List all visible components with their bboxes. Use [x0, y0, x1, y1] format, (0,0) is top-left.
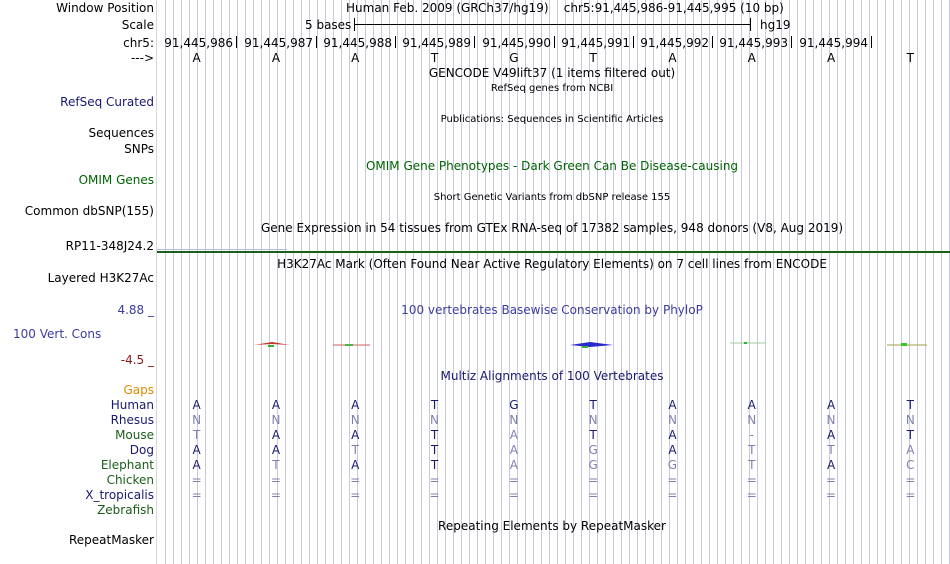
alignment-base: T: [430, 443, 439, 457]
alignment-base: T: [589, 398, 597, 412]
omim-track-title[interactable]: OMIM Gene Phenotypes - Dark Green Can Be Disease-causing: [365, 159, 739, 173]
phylop-mark-8: [730, 342, 765, 344]
alignment-base: C: [906, 458, 915, 472]
alignment-base: N: [430, 413, 440, 427]
alignment-base: A: [271, 398, 281, 412]
window-range[interactable]: chr5:91,445,986-91,445,995 (10 bp): [563, 1, 784, 15]
reference-base: A: [826, 51, 836, 65]
reference-base: T: [430, 51, 439, 65]
species-label[interactable]: Mouse: [115, 428, 154, 442]
alignment-base: N: [509, 413, 519, 427]
layered-h3k27ac-label[interactable]: Layered H3K27Ac: [47, 271, 154, 285]
alignment-base: T: [906, 428, 915, 442]
alignment-base: T: [430, 458, 439, 472]
alignment-base: =: [429, 488, 440, 502]
common-dbsnp-label[interactable]: Common dbSNP(155): [24, 204, 154, 218]
scale-text: 5 bases: [305, 18, 352, 32]
species-label[interactable]: X_tropicalis: [85, 488, 154, 502]
refseq-track-title[interactable]: RefSeq genes from NCBI: [490, 83, 614, 94]
alignment-base: A: [826, 428, 836, 442]
ruler-position: 91,445,988: [323, 36, 392, 50]
alignment-base: A: [509, 458, 518, 472]
alignment-base: G: [667, 458, 678, 472]
alignment-base: G: [588, 458, 598, 472]
refseq-curated-label[interactable]: RefSeq Curated: [60, 95, 154, 109]
alignment-base: A: [192, 458, 201, 472]
repeatmasker-track-title[interactable]: Repeating Elements by RepeatMasker: [438, 519, 666, 533]
species-label[interactable]: Zebrafish: [97, 503, 154, 517]
reference-base: T: [589, 51, 597, 65]
alignment-base: A: [271, 428, 281, 442]
alignment-base: =: [588, 473, 599, 487]
alignment-base: -: [749, 428, 754, 442]
alignment-base: =: [508, 473, 519, 487]
alignment-base: T: [748, 458, 756, 472]
reference-base: A: [271, 51, 281, 65]
ruler-position: 91,445,991: [561, 36, 630, 50]
phylop-track-label[interactable]: 100 Vert. Cons: [13, 327, 102, 341]
alignment-base: N: [192, 413, 202, 427]
alignment-base: =: [270, 473, 281, 487]
reference-base: A: [192, 51, 201, 65]
h3k27ac-track-title[interactable]: H3K27Ac Mark (Often Found Near Active Regulatory Elements) on 7 cell lines from ENCODE: [277, 257, 827, 271]
species-label[interactable]: Elephant: [100, 458, 154, 472]
alignment-base: G: [588, 443, 598, 457]
species-label[interactable]: Human: [110, 398, 154, 412]
species-label[interactable]: Chicken: [106, 473, 154, 487]
alignment-base: =: [350, 488, 361, 502]
omim-genes-label[interactable]: OMIM Genes: [78, 173, 154, 187]
alignment-base: N: [588, 413, 598, 427]
repeatmasker-label[interactable]: RepeatMasker: [68, 533, 154, 547]
alignment-base: A: [747, 398, 756, 412]
alignment-base: =: [905, 488, 916, 502]
alignment-base: T: [192, 428, 201, 442]
gaps-label[interactable]: Gaps: [123, 383, 154, 397]
alignment-base: T: [748, 443, 756, 457]
gencode-track-title[interactable]: GENCODE V49lift37 (1 items filtered out): [428, 66, 676, 80]
alignment-base: A: [668, 443, 677, 457]
ruler-position: 91,445,986: [164, 36, 233, 50]
phylop-mark-3: [333, 344, 370, 346]
dbsnp-track-title[interactable]: Short Genetic Variants from dbSNP release 155: [433, 192, 671, 203]
ruler-position: 91,445,993: [719, 36, 788, 50]
phylop-min-label: -4.5 _: [120, 353, 154, 367]
alignment-base: T: [351, 443, 359, 457]
alignment-base: =: [746, 473, 757, 487]
gtex-gene-label[interactable]: RP11-348J24.2: [65, 239, 154, 253]
reference-base: A: [747, 51, 756, 65]
chrom-label: chr5:: [123, 36, 154, 50]
alignment-base: =: [905, 473, 916, 487]
alignment-base: T: [589, 428, 597, 442]
alignment-base: A: [351, 458, 360, 472]
alignment-base: N: [350, 413, 360, 427]
alignment-base: =: [270, 488, 281, 502]
alignment-base: N: [747, 413, 757, 427]
phylop-max-label: 4.88 _: [117, 303, 154, 317]
alignment-base: N: [905, 413, 915, 427]
phylop-track-title[interactable]: 100 vertebrates Basewise Conservation by PhyloP: [401, 303, 703, 317]
alignment-base: A: [509, 443, 518, 457]
alignment-base: T: [430, 398, 439, 412]
alignment-base: A: [271, 443, 281, 457]
phylop-mark-10: [887, 343, 927, 346]
snps-label[interactable]: SNPs: [124, 142, 154, 156]
alignment-base: T: [827, 443, 835, 457]
alignment-base: =: [826, 488, 837, 502]
alignment-base: A: [906, 443, 915, 457]
alignment-base: =: [588, 488, 599, 502]
alignment-base: =: [826, 473, 837, 487]
sequences-label[interactable]: Sequences: [88, 126, 154, 140]
ruler-position: 91,445,990: [482, 36, 551, 50]
ruler-position: 91,445,987: [244, 36, 313, 50]
alignment-base: A: [351, 398, 360, 412]
phylop-mark-6: [570, 342, 613, 348]
alignment-base: A: [826, 458, 836, 472]
alignment-base: A: [192, 398, 201, 412]
species-label[interactable]: Rhesus: [110, 413, 154, 427]
scale-db: hg19: [760, 18, 791, 32]
assembly-name: Human Feb. 2009 (GRCh37/hg19): [346, 1, 549, 15]
reference-base: T: [906, 51, 915, 65]
ruler-position: 91,445,992: [640, 36, 709, 50]
scale-label: Scale: [121, 18, 154, 32]
alignment-base: N: [271, 413, 281, 427]
gtex-track-title[interactable]: Gene Expression in 54 tissues from GTEx RNA-seq of 17382 samples, 948 donors (V8, Aug 2019): [260, 221, 844, 235]
species-label[interactable]: Dog: [129, 443, 154, 457]
reference-base: G: [509, 51, 519, 65]
alignment-base: T: [430, 428, 439, 442]
alignment-base: A: [351, 428, 360, 442]
reference-base: A: [668, 51, 677, 65]
alignment-base: A: [668, 428, 677, 442]
alignment-base: T: [272, 458, 280, 472]
reference-base: A: [351, 51, 360, 65]
ruler-position: 91,445,989: [402, 36, 471, 50]
alignment-base: A: [668, 398, 677, 412]
alignment-base: =: [508, 488, 519, 502]
alignment-base: T: [906, 398, 915, 412]
phylop-mark-2: [254, 342, 290, 347]
alignment-base: =: [429, 473, 440, 487]
alignment-base: G: [509, 398, 519, 412]
publications-track-title[interactable]: Publications: Sequences in Scientific Articles: [440, 114, 664, 125]
alignment-base: N: [826, 413, 836, 427]
alignment-base: A: [509, 428, 518, 442]
alignment-base: A: [826, 398, 836, 412]
alignment-base: =: [667, 473, 678, 487]
alignment-base: =: [667, 488, 678, 502]
alignment-base: A: [192, 443, 201, 457]
alignment-base: =: [350, 473, 361, 487]
alignment-base: =: [746, 488, 757, 502]
alignment-base: N: [667, 413, 677, 427]
strand-label: --->: [130, 51, 154, 65]
ruler-position: 91,445,994: [799, 36, 868, 50]
multiz-track-title[interactable]: Multiz Alignments of 100 Vertebrates: [440, 369, 664, 383]
window-position-label: Window Position: [56, 1, 154, 15]
alignment-base: =: [191, 473, 202, 487]
alignment-base: =: [191, 488, 202, 502]
